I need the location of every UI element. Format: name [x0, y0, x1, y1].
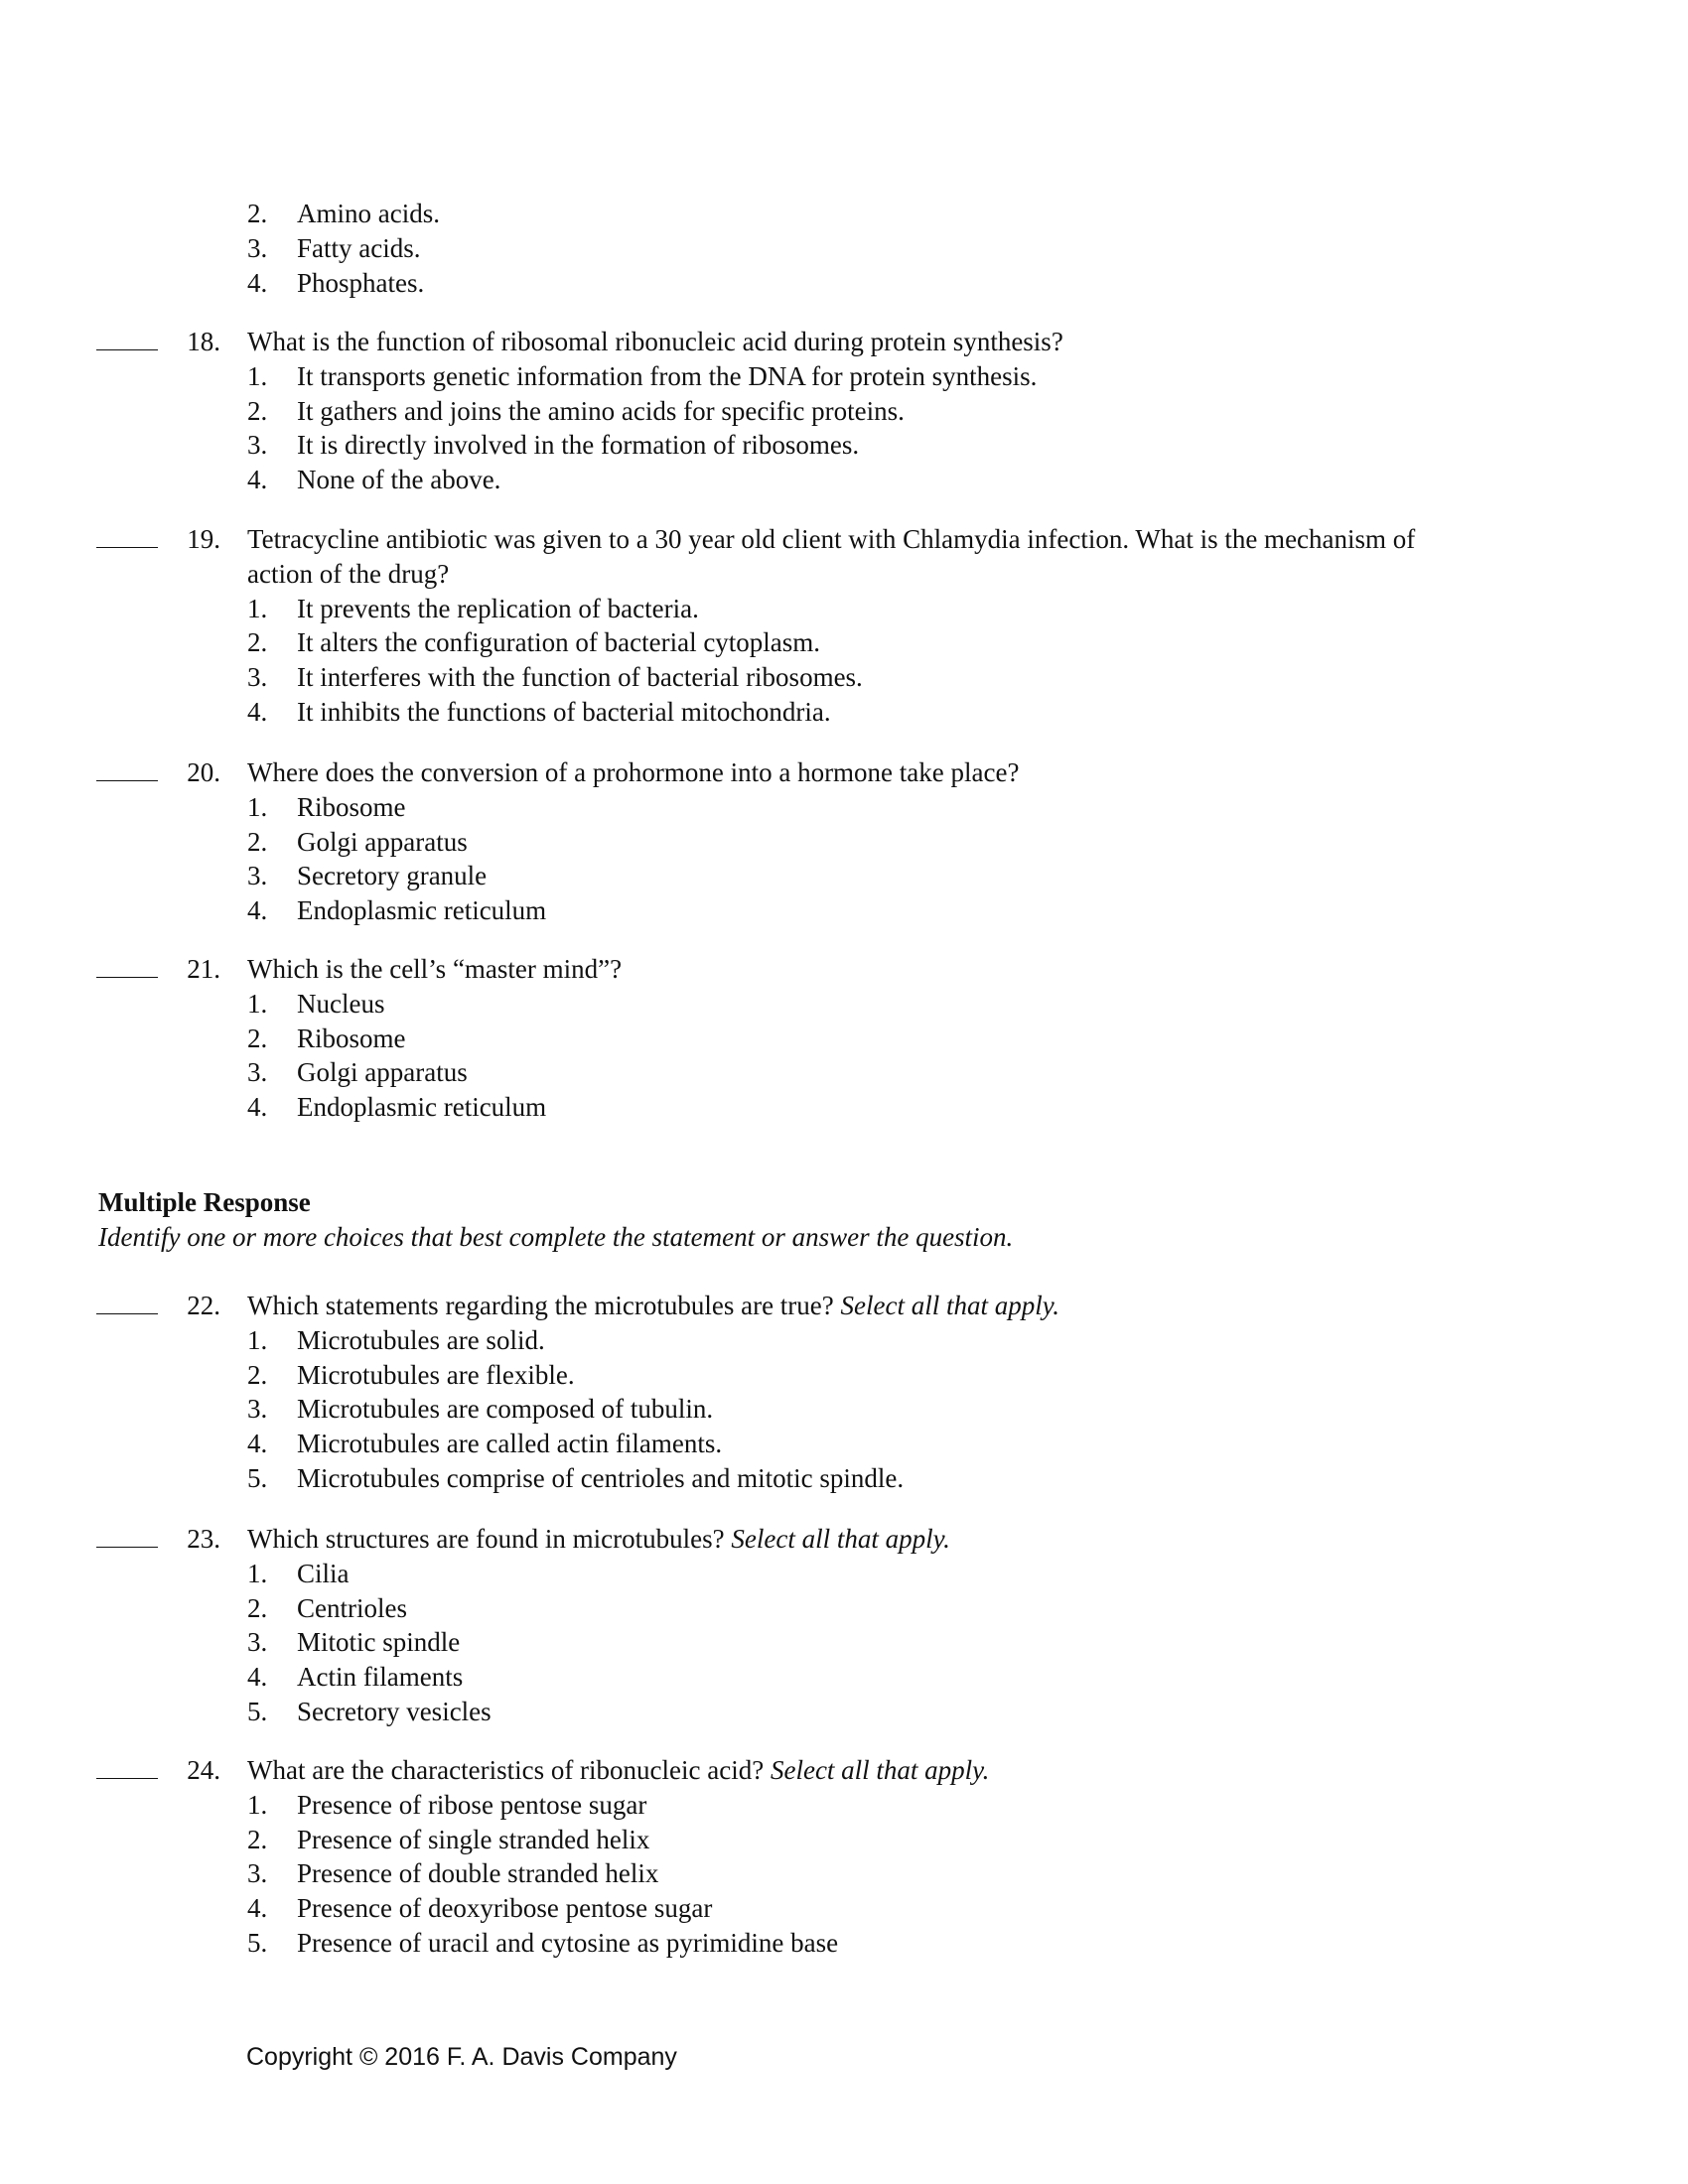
question-stem: Where does the conversion of a prohormone into a hormone take place?: [247, 757, 1020, 787]
option-item: [0, 1427, 1688, 1461]
option-number: 1.: [247, 791, 268, 822]
question-stem: Which structures are found in microtubules?: [247, 1524, 732, 1554]
option-text: Microtubules are flexible.: [297, 1359, 575, 1390]
select-all-note: Select all that apply.: [840, 1291, 1059, 1320]
option-text: It transports genetic information from the DNA for protein synthesis.: [297, 360, 1038, 391]
option-text: It is directly involved in the formation of ribosomes.: [297, 430, 860, 461]
option-item: [0, 1926, 1688, 1961]
option-number: 4.: [247, 465, 268, 495]
question-22: [0, 1289, 1688, 1496]
question-stem: Which statements regarding the microtubules are true?: [247, 1291, 841, 1320]
question-line: [0, 755, 1688, 790]
option-text: Nucleus: [297, 988, 385, 1019]
section-header: [0, 1185, 1688, 1255]
option-number: 3.: [247, 1858, 268, 1889]
option-text: Presence of single stranded helix: [297, 1824, 650, 1854]
option-item: [0, 790, 1688, 825]
answer-blank[interactable]: [96, 349, 158, 350]
option-number: 3.: [247, 232, 268, 263]
question-number: 24.: [187, 1755, 220, 1785]
question-line: [0, 1522, 1688, 1557]
select-all-note: Select all that apply.: [770, 1755, 990, 1785]
option-text: Fatty acids.: [297, 232, 421, 263]
question-stem: What is the function of ribosomal ribonucleic acid during protein synthesis?: [247, 327, 1063, 356]
option-text: Endoplasmic reticulum: [297, 895, 547, 926]
option-item: [0, 266, 1688, 301]
option-item: [0, 1392, 1688, 1427]
option-item: [0, 1823, 1688, 1857]
question-line: [0, 325, 1688, 359]
option-item: [0, 1625, 1688, 1660]
question-text: [247, 1289, 1059, 1323]
option-text: It inhibits the functions of bacterial mitochondria.: [297, 696, 831, 727]
option-text: It interferes with the function of bacterial ribosomes.: [297, 662, 863, 693]
option-item: [0, 1557, 1688, 1591]
continued-options: [0, 197, 1688, 300]
question-number: 19.: [187, 524, 220, 554]
option-item: [0, 1856, 1688, 1891]
option-number: 2.: [247, 627, 268, 658]
question-number: 23.: [187, 1524, 220, 1554]
option-text: It gathers and joins the amino acids for specific proteins.: [297, 395, 905, 426]
option-number: 2.: [247, 1592, 268, 1623]
question-text: [247, 1753, 989, 1788]
option-item: [0, 1695, 1688, 1729]
option-text: Ribosome: [297, 791, 406, 822]
question-line: [0, 952, 1688, 987]
answer-blank[interactable]: [96, 1778, 158, 1779]
answer-blank[interactable]: [96, 780, 158, 781]
option-number: 4.: [247, 1429, 268, 1459]
option-item: [0, 592, 1688, 626]
option-number: 4.: [247, 267, 268, 298]
question-line: [0, 1753, 1688, 1788]
option-text: Microtubules are called actin filaments.: [297, 1429, 723, 1459]
question-text: [247, 952, 622, 987]
option-item: [0, 987, 1688, 1022]
answer-blank[interactable]: [96, 1313, 158, 1314]
option-number: 4.: [247, 895, 268, 926]
section-heading: Multiple Response: [98, 1187, 311, 1217]
option-number: 1.: [247, 988, 268, 1019]
option-item: [0, 231, 1688, 266]
option-text: Amino acids.: [297, 199, 440, 228]
option-item: [0, 428, 1688, 463]
option-item: [0, 197, 1688, 231]
option-number: 2.: [247, 199, 268, 228]
option-item: [0, 1090, 1688, 1125]
question-line-continued: [0, 557, 1688, 592]
option-item: [0, 1788, 1688, 1823]
question-number: 22.: [187, 1291, 220, 1320]
select-all-note: Select all that apply.: [731, 1524, 950, 1554]
option-text: Actin filaments: [297, 1662, 464, 1693]
option-text: Secretory granule: [297, 861, 488, 891]
option-text: Microtubules are composed of tubulin.: [297, 1394, 714, 1425]
option-text: It alters the configuration of bacterial cytoplasm.: [297, 627, 821, 658]
option-number: 3.: [247, 430, 268, 461]
option-text: Presence of double stranded helix: [297, 1858, 659, 1889]
question-text-continued: action of the drug?: [247, 558, 450, 589]
option-text: Mitotic spindle: [297, 1627, 461, 1658]
option-number: 4.: [247, 696, 268, 727]
option-text: Cilia: [297, 1558, 350, 1588]
option-item: [0, 625, 1688, 660]
option-text: None of the above.: [297, 465, 501, 495]
question-line: [0, 1289, 1688, 1323]
question-stem: What are the characteristics of ribonucleic acid?: [247, 1755, 771, 1785]
option-number: 3.: [247, 1627, 268, 1658]
option-item: [0, 1323, 1688, 1358]
option-number: 2.: [247, 1359, 268, 1390]
option-number: 3.: [247, 662, 268, 693]
section-instructions: Identify one or more choices that best complete the statement or answer the question.: [98, 1221, 1014, 1252]
option-item: [0, 1660, 1688, 1695]
question-text: [247, 1522, 950, 1557]
option-number: 5.: [247, 1696, 268, 1726]
option-number: 5.: [247, 1462, 268, 1493]
option-number: 1.: [247, 1558, 268, 1588]
option-number: 4.: [247, 1662, 268, 1693]
question-text: [247, 755, 1019, 790]
option-text: Microtubules comprise of centrioles and mitotic spindle.: [297, 1462, 905, 1493]
option-number: 2.: [247, 1023, 268, 1053]
question-stem: Tetracycline antibiotic was given to a 30 year old client with Chlamydia infection. What is the mechanism of: [247, 524, 1416, 554]
option-number: 1.: [247, 1324, 268, 1355]
option-number: 4.: [247, 1893, 268, 1924]
option-item: [0, 660, 1688, 695]
option-item: [0, 893, 1688, 928]
question-23: [0, 1522, 1688, 1729]
question-text: [247, 522, 1415, 557]
option-number: 1.: [247, 1789, 268, 1820]
question-number: 20.: [187, 757, 220, 787]
option-number: 3.: [247, 1394, 268, 1425]
option-text: Centrioles: [297, 1592, 407, 1623]
option-number: 3.: [247, 1057, 268, 1088]
option-item: [0, 825, 1688, 860]
option-number: 2.: [247, 395, 268, 426]
option-number: 1.: [247, 593, 268, 623]
option-text: Golgi apparatus: [297, 826, 468, 857]
option-number: 1.: [247, 360, 268, 391]
option-text: Ribosome: [297, 1023, 406, 1053]
question-number: 18.: [187, 327, 220, 356]
option-number: 4.: [247, 1092, 268, 1123]
option-text: It prevents the replication of bacteria.: [297, 593, 699, 623]
option-item: [0, 463, 1688, 497]
option-item: [0, 1891, 1688, 1926]
option-item: [0, 359, 1688, 394]
option-text: Phosphates.: [297, 267, 425, 298]
copyright-footer: Copyright © 2016 F. A. Davis Company: [246, 2043, 677, 2071]
answer-blank[interactable]: [96, 977, 158, 978]
option-item: [0, 1055, 1688, 1090]
option-number: 2.: [247, 826, 268, 857]
option-text: Endoplasmic reticulum: [297, 1092, 547, 1123]
question-line: [0, 522, 1688, 557]
option-item: [0, 859, 1688, 893]
question-text: [247, 325, 1063, 359]
option-number: 5.: [247, 1927, 268, 1958]
option-item: [0, 1358, 1688, 1393]
question-stem: Which is the cell’s “master mind”?: [247, 954, 623, 984]
option-text: Presence of uracil and cytosine as pyrimidine base: [297, 1927, 839, 1958]
option-item: [0, 394, 1688, 429]
option-text: Microtubules are solid.: [297, 1324, 545, 1355]
option-number: 2.: [247, 1824, 268, 1854]
option-item: [0, 1591, 1688, 1626]
question-24: [0, 1753, 1688, 1961]
option-text: Presence of ribose pentose sugar: [297, 1789, 647, 1820]
answer-blank[interactable]: [96, 1547, 158, 1548]
answer-blank[interactable]: [96, 547, 158, 548]
question-21: [0, 952, 1688, 1125]
option-item: [0, 1461, 1688, 1496]
option-text: Presence of deoxyribose pentose sugar: [297, 1893, 713, 1924]
question-18: [0, 325, 1688, 497]
option-text: Golgi apparatus: [297, 1057, 468, 1088]
option-text: Secretory vesicles: [297, 1696, 492, 1726]
option-item: [0, 695, 1688, 730]
question-20: [0, 755, 1688, 928]
option-item: [0, 1022, 1688, 1056]
option-number: 3.: [247, 861, 268, 891]
question-19: [0, 522, 1688, 730]
question-number: 21.: [187, 954, 220, 984]
